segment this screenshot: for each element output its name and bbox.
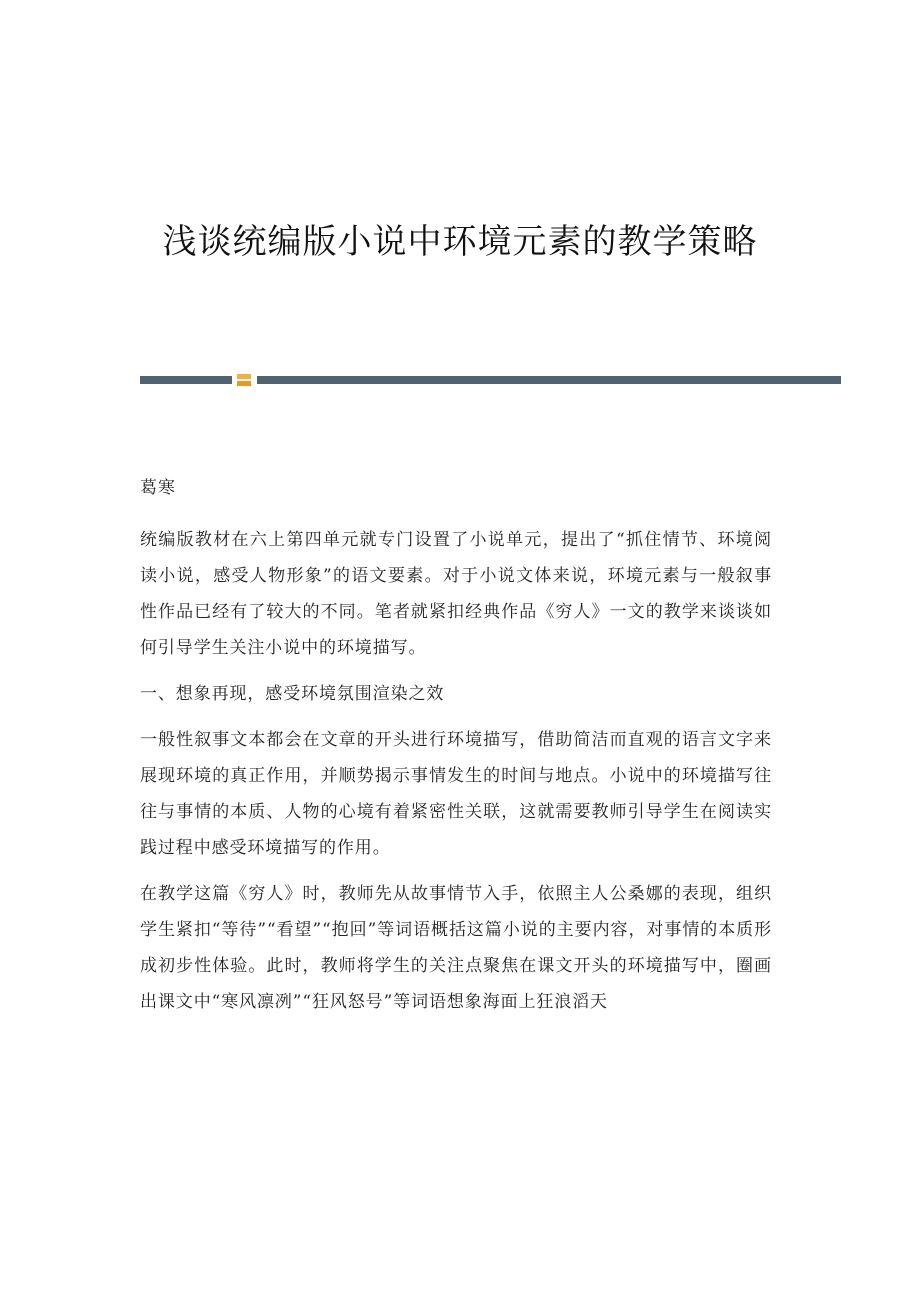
paragraph: 在教学这篇《穷人》时，教师先从故事情节入手，依照主人公桑娜的表现，组织学生紧扣“等待”“看望”“抱回”等词语概括这篇小说的主要内容，对事情的本质形成初步性体验。此时，教师将学生的关注点聚焦在课文开头的环境描写中，圈画出课文中“寒风凛冽”“狂风怒号”等词语想象海面上狂浪滔天	[140, 884, 772, 1012]
document-body	[140, 470, 772, 1030]
author-name: 葛寒	[140, 478, 176, 498]
section-heading: 一、想象再现，感受环境氛围渲染之效	[140, 684, 445, 704]
document-title: 浅谈统编版小说中环境元素的教学策略	[162, 222, 758, 262]
title-divider	[140, 375, 841, 385]
paragraph: 一般性叙事文本都会在文章的开头进行环境描写，借助简洁而直观的语言文字来展现环境的真正作用，并顺势揭示事情发生的时间与地点。小说中的环境描写往往与事情的本质、人物的心境有着紧密性关联，这就需要教师引导学生在阅读实践过程中感受环境描写的作用。	[140, 730, 772, 858]
paragraph-intro: 统编版教材在六上第四单元就专门设置了小说单元，提出了“抓住情节、环境阅读小说，感受人物形象”的语文要素。对于小说文体来说，环境元素与一般叙事性作品已经有了较大的不同。笔者就紧扣经典作品《穷人》一文的教学来谈谈如何引导学生关注小说中的环境描写。	[140, 530, 772, 658]
divider-ornament-icon	[237, 374, 251, 386]
divider-bar-right	[257, 376, 841, 384]
divider-bar-left	[140, 376, 232, 384]
